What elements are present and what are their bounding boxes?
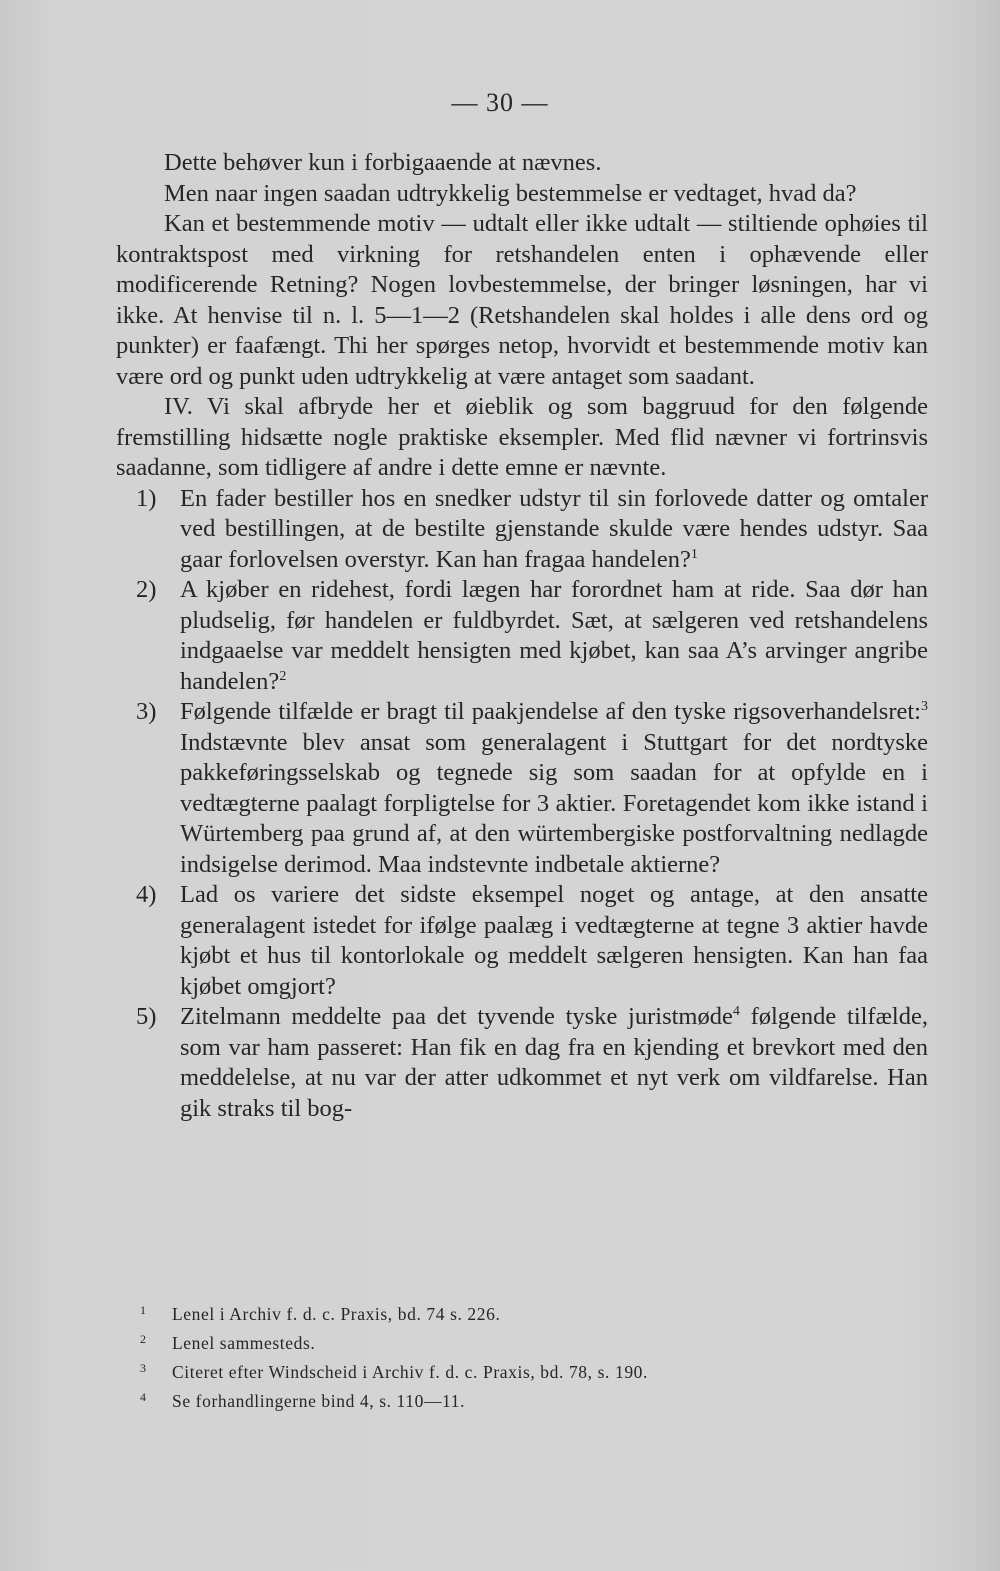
item-text: En fader bestiller hos en snedker udstyr til sin forlovede datter og omtaler ved bestillingen, at de bestilte gjenstande skulde være hendes udstyr. Saa gaar forlovelsen overstyr. Kan han fragaa handelen? [180,484,928,573]
footnote [140,1329,900,1358]
paragraph: IV. Vi skal afbryde her et øieblik og som baggruud for den følgende fremstilling hidsætte nogle praktiske eksempler. Med flid nævner vi fortrinsvis saadanne, som tidligere af andre i dette emne er nævnte. [116,393,928,481]
paragraph: Kan et bestemmende motiv — udtalt eller ikke udtalt — stiltiende ophøies til kontraktspost med virkning for retshandelen enten i ophævende eller modificerende Retning? Nogen lovbestemmelse, der bringer løsningen, har vi ikke. At henvise til n. l. 5—1—2 (Retshandelen skal holdes i alle dens ord og punkter) er faafængt. Thi her spørges netop, hvorvidt et bestemmende motiv kan være ord og punkt uden udtrykkelig at være antaget som saadant. [116,210,928,390]
footnote-mark: 2 [140,1332,147,1346]
footnote-text: Lenel i Archiv f. d. c. Praxis, bd. 74 s. 226. [172,1304,501,1324]
footnote-mark: 3 [140,1361,147,1375]
item-text: Lad os variere det sidste eksempel noget og antage, at den ansatte generalagent istedet for ifølge paalæg i vedtægterne at tegne 3 aktier havde kjøbt et hus til kontorlokale og meddelt sælgeren hensigten. Kan han faa kjøbet omgjort? [180,881,928,1000]
footnote-ref: 2 [279,668,287,684]
footnote-ref: 1 [690,546,698,562]
paragraph: Men naar ingen saadan udtrykkelig bestemmelse er vedtaget, hvad da? [164,179,857,207]
footnote-mark: 4 [140,1390,147,1404]
item-number: 1) [136,484,157,512]
example-item [116,575,928,697]
footnote-ref: 4 [732,1003,740,1019]
footnote [140,1358,900,1387]
item-number: 3) [136,698,157,725]
body-text [116,148,928,1124]
footnote-ref: 3 [921,698,928,714]
footnotes [140,1300,900,1416]
example-item [116,1002,928,1124]
page-number: — 30 — [451,88,549,117]
example-item [116,697,928,880]
item-number: 4) [136,881,157,908]
footnote-text: Se forhandlingerne bind 4, s. 110—11. [172,1391,466,1411]
item-text: A kjøber en ridehest, fordi lægen har forordnet ham at ride. Saa dør han pludselig, før handelen er fuldbyrdet. Sæt, at sælgeren ved retshandelens indgaaelse var meddelt hensigten med kjøbet, kan saa A’s arvinger angribe handelen? [180,576,928,695]
footnote [140,1300,900,1329]
item-text-continued: Indstævnte blev ansat som generalagent i Stuttgart for det nordtyske pakkeføringsselskab og tegnede sig som saadan for at opfylde en i vedtægterne paalagt forpligtelse for 3 aktier. Foretagendet kom ikke istand i Würtemberg paa grund af, at den würtembergiske postforvaltning nedlagde indsigelse derimod. Maa indstevnte indbetale aktierne? [180,728,928,878]
footnote [140,1387,900,1416]
footnote-text: Lenel sammesteds. [172,1333,316,1353]
item-text: Zitelmann meddelte paa det tyvende tyske juristmøde [180,1003,733,1030]
footnote-mark: 1 [140,1303,147,1317]
example-item [116,484,928,576]
item-text-continued: følgende tilfælde, som var ham passeret: Han fik en dag fra en kjending et brevkort med den meddelelse, at nu var der atter udkommet et nyt verk om vildfarelse. Han gik straks til bog- [180,1003,928,1122]
example-item [116,880,928,1002]
paragraph: Dette behøver kun i forbigaaende at nævnes. [164,149,602,176]
item-text: Følgende tilfælde er bragt til paakjendelse af den tyske rigsoverhandelsret: [180,698,921,725]
footnote-text: Citeret efter Windscheid i Archiv f. d. c. Praxis, bd. 78, s. 190. [172,1362,648,1382]
item-number: 5) [136,1003,157,1030]
item-number: 2) [136,576,157,603]
